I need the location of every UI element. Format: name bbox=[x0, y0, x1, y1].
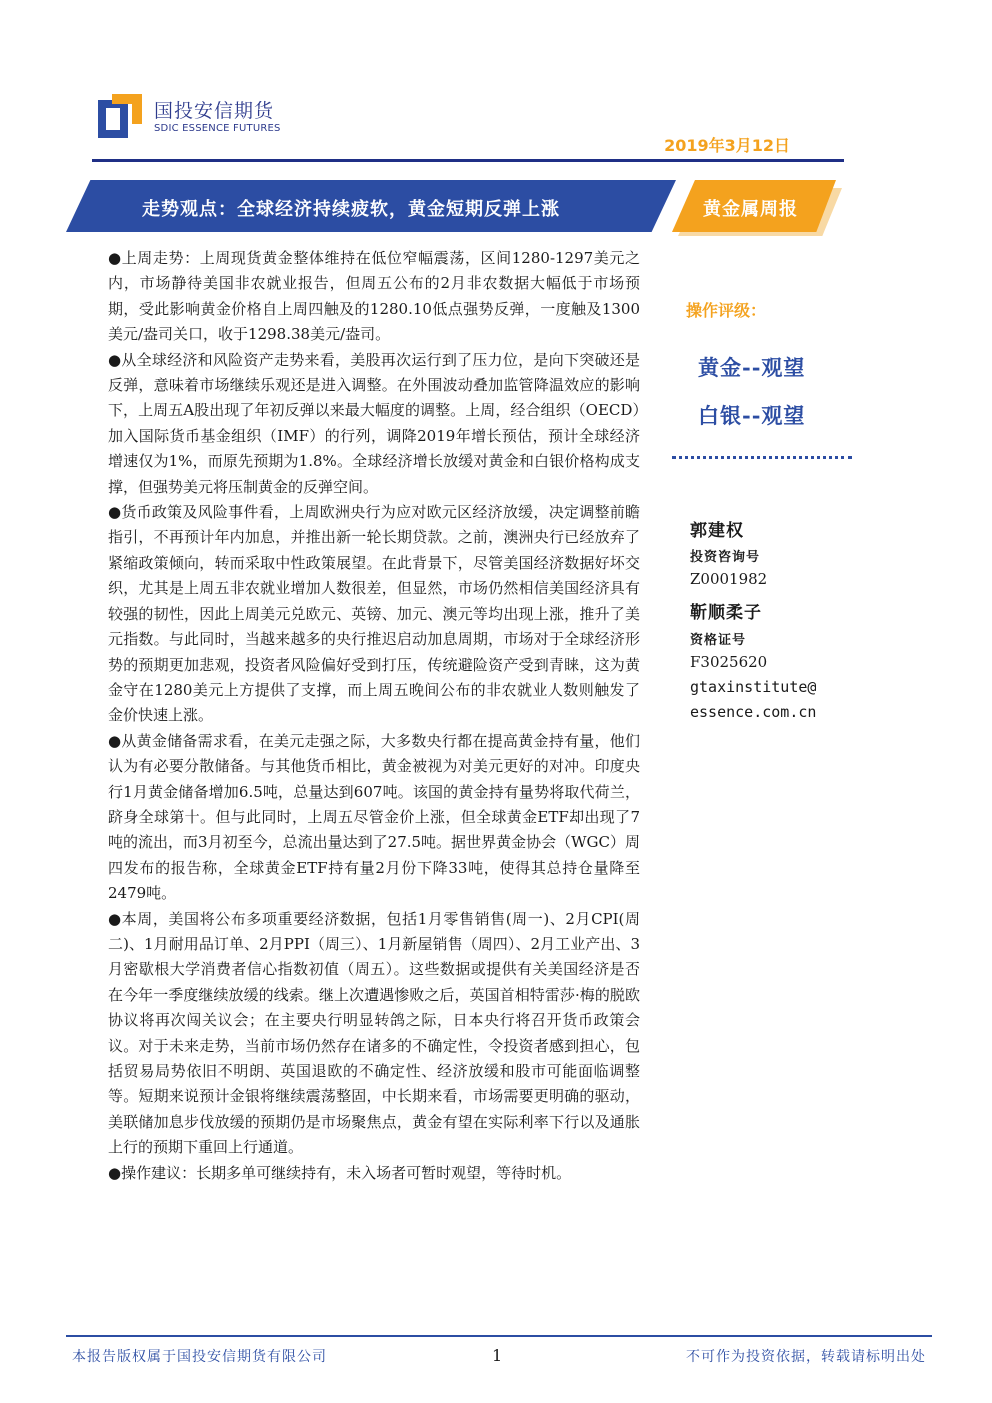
report-date: 2019年3月12日 bbox=[664, 136, 790, 155]
logo-text-en: SDIC ESSENCE FUTURES bbox=[154, 123, 281, 134]
paragraph-suggestion: ●操作建议：长期多单可继续持有，未入场者可暂时观望，等待时机。 bbox=[108, 1163, 572, 1182]
rating-label: 操作评级： bbox=[686, 301, 767, 320]
header-divider bbox=[92, 159, 844, 162]
banner-tag: 黄金属周报 bbox=[703, 199, 798, 220]
paragraph-monetary-policy: ●货币政策及风险事件看，上周欧洲央行为应对欧元区经济放缓，决定调整前瞻指引，不再预计年内加息，并推出新一轮长期贷款。之前，澳洲央行已经放弃了紧缩政策倾向，转而采取中性政策展望。在此背景下，尽管美国经济数据好坏交织，尤其是上周五非农就业增加人数很差，但显然，市场仍然相信美国经济具有较强的韧性，因此上周美元兑欧元、英镑、加元、澳元等均出现上涨，推升了美元指数。与此同时，当越来越多的央行推迟启动加息周期，市场对于全球经济形势的预期更加悲观，投资者风险偏好受到打压，传统避险资产受到青睐，这为黄金守在1280美元上方提供了支撑，而上周五晚间公布的非农就业人数则触发了金价快速上涨。 bbox=[108, 503, 640, 725]
page-number: 1 bbox=[492, 1346, 503, 1365]
paragraph-this-week: ●本周，美国将公布多项重要经济数据，包括1月零售销售(周一)、2月CPI(周二)、1月耐用品订单、2月PPI（周三）、1月新屋销售（周四）、2月工业产出、3月密歇根大学消费者信心指数初值（周五）。这些数据或提供有关美国经济是否在今年一季度继续放缓的线索。继上次遭遇惨败之后，英国首相特雷莎·梅的脱欧协议将再次闯关议会；在主要央行明显转鸽之际，日本央行将召开货币政策会议。对于未来走势，当前市场仍然存在诸多的不确定性，令投资者感到担心，包括贸易局势依旧不明朗、英国退欧的不确定性、经济放缓和股市可能面临调整等。短期来说预计金银将继续震荡整固，中长期来看，市场需要更明确的驱动，美联储加息步伐放缓的预期仍是市场聚焦点，黄金有望在实际利率下行以及通胀上行的预期下重回上行通道。 bbox=[108, 909, 640, 1157]
banner-title-shadow bbox=[80, 8, 680, 56]
analyst-cert-label: 资格证号 bbox=[690, 633, 747, 648]
company-logo bbox=[98, 94, 298, 140]
footer-copyright: 本报告版权属于国投安信期货有限公司 bbox=[72, 1349, 327, 1365]
analyst-name: 郭建权 bbox=[690, 521, 744, 541]
paragraph-last-week: ●上周走势：上周现货黄金整体维持在低位窄幅震荡，区间1280-1297美元之内，市场静待美国非农就业报告，但周五公布的2月非农数据大幅低于市场预期，受此影响黄金价格自上周四触及的1280.10低点强势反弹，一度触及1300美元/盎司关口，收于1298.38美元/盎司。 bbox=[108, 249, 640, 344]
rating-gold: 黄金--观望 bbox=[698, 355, 806, 380]
report-body bbox=[108, 246, 640, 1186]
paragraph-gold-reserves: ●从黄金储备需求看，在美元走强之际，大多数央行都在提高黄金持有量，他们认为有必要分散储备。与其他货币相比，黄金被视为对美元更好的对冲。印度央行1月黄金储备增加6.5吨，总量达到607吨。该国的黄金持有量势将取代荷兰，跻身全球第十。但与此同时，上周五尽管金价上涨，但全球黄金ETF却出现了7吨的流出，而3月初至今，总流出量达到了27.5吨。据世界黄金协会（WGC）周四发布的报告称，全球黄金ETF持有量2月份下降33吨，使得其总持仓量降至2479吨。 bbox=[108, 731, 640, 903]
email-line-1[interactable]: gtaxinstitute@ bbox=[690, 678, 817, 696]
analyst-cert-label: 投资咨询号 bbox=[690, 550, 761, 565]
footer-divider bbox=[66, 1335, 932, 1337]
sidebar-divider bbox=[672, 456, 852, 459]
rating-silver: 白银--观望 bbox=[698, 403, 806, 428]
paragraph-global-economy: ●从全球经济和风险资产走势来看，美股再次运行到了压力位，是向下突破还是反弹，意味着市场继续乐观还是进入调整。在外围波动叠加监管降温效应的影响下，上周五A股出现了年初反弹以来最大幅度的调整。上周，经合组织（OECD）加入国际货币基金组织（IMF）的行列，调降2019年增长预估，预计全球经济增速仅为1%，而原先预期为1.8%。全球经济增长放缓对黄金和白银价格构成支撑，但强势美元将压制黄金的反弹空间。 bbox=[108, 350, 640, 496]
analyst-cert-number: F3025620 bbox=[690, 653, 768, 671]
footer-disclaimer: 不可作为投资依据，转载请标明出处 bbox=[686, 1349, 926, 1365]
logo-mark-icon bbox=[98, 94, 146, 138]
analyst-cert-number: Z0001982 bbox=[690, 570, 768, 588]
logo-text-cn: 国投安信期货 bbox=[154, 100, 275, 122]
analyst-name: 靳顺柔子 bbox=[690, 603, 762, 623]
banner-title: 走势观点：全球经济持续疲软，黄金短期反弹上涨 bbox=[142, 199, 560, 220]
email-line-2[interactable]: essence.com.cn bbox=[690, 703, 817, 721]
